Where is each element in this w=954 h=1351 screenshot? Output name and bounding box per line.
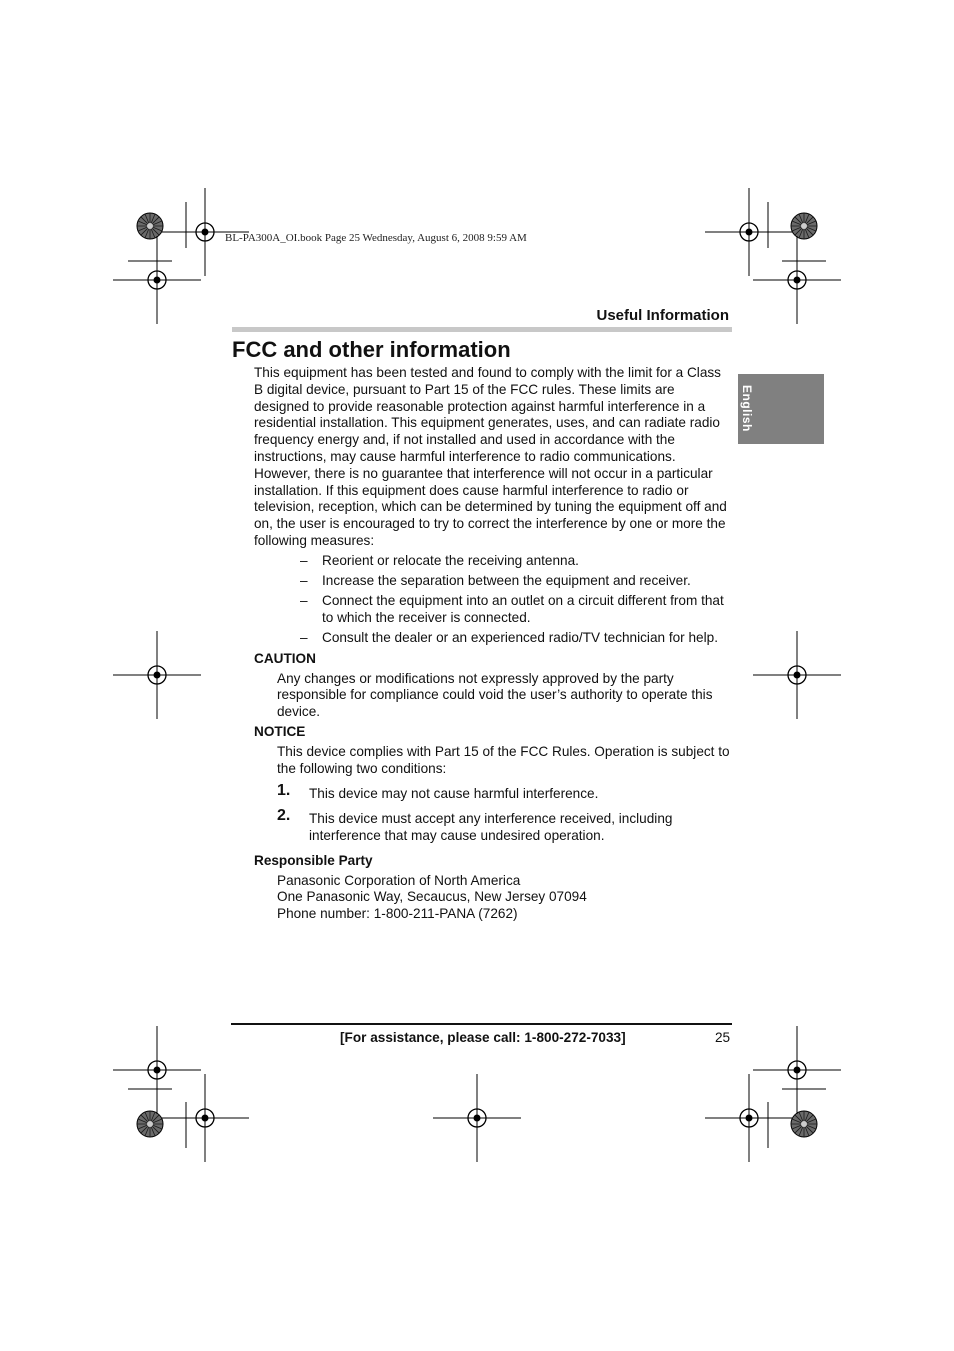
- sunburst-mark-bottom-left: [137, 1111, 163, 1137]
- dash-marker: –: [300, 630, 308, 646]
- registration-mark-bottom-center: [433, 1074, 521, 1162]
- caution-heading: CAUTION: [254, 650, 316, 666]
- notice-text: This device complies with Part 15 of the FCC Rules. Operation is subject to the following two conditions:: [277, 743, 730, 776]
- page-body: [254, 365, 732, 923]
- print-file-header: BL-PA300A_OI.book Page 25 Wednesday, August 6, 2008 9:59 AM: [225, 232, 527, 244]
- condition-number: 1.: [277, 782, 291, 800]
- measures-list: [254, 553, 732, 647]
- registration-mark-mid-left: [113, 631, 201, 719]
- registration-mark-bottom-right-a: [753, 1026, 841, 1114]
- language-tab: [738, 374, 824, 444]
- list-item: [254, 630, 732, 647]
- registration-mark-bottom-left-a: [113, 1026, 201, 1114]
- party-company: Panasonic Corporation of North America: [277, 872, 521, 888]
- party-phone: Phone number: 1-800-211-PANA (7262): [277, 906, 518, 922]
- notice-heading: NOTICE: [254, 723, 306, 739]
- header-divider: [232, 327, 732, 332]
- party-address: One Panasonic Way, Secaucus, New Jersey 07094: [277, 889, 587, 905]
- responsible-party-heading: Responsible Party: [254, 852, 373, 868]
- responsible-party-details: [254, 873, 732, 923]
- assistance-line: [For assistance, please call: 1-800-272-7033]: [340, 1030, 626, 1045]
- sunburst-mark-bottom-right: [791, 1111, 817, 1137]
- intro-paragraph: This equipment has been tested and found to comply with the limit for a Class B digital device, pursuant to Part 15 of the FCC rules. These limits are designed to provide reasonable protection against harmful interference in a residential installation. This equipment generates, uses, and can radiate radio frequency energy and, if not installed and used in accordance with the instructions, may cause harmful interference to radio communications. However, there is no guarantee that interference will not occur in a particular installation. If this equipment does cause harmful interference to radio or television, reception, which can be determined by tuning the equipment off and on, the user is encouraged to try to correct the interference by one or more the following measures:: [254, 365, 727, 548]
- sunburst-mark-top-right: [791, 213, 817, 239]
- section-header: Useful Information: [596, 307, 729, 324]
- list-item: [254, 593, 732, 627]
- list-item: [254, 782, 732, 803]
- measure-text: Connect the equipment into an outlet on a circuit different from that to which the receiver is connected.: [322, 593, 724, 626]
- registration-mark-mid-right: [753, 631, 841, 719]
- page-title: FCC and other information: [232, 337, 511, 362]
- condition-number: 2.: [277, 807, 291, 825]
- dash-marker: –: [300, 573, 308, 589]
- condition-text: This device may not cause harmful interference.: [309, 786, 599, 802]
- list-item: [254, 807, 732, 845]
- page-number: 25: [715, 1030, 731, 1045]
- sunburst-mark-top-left: [137, 213, 163, 239]
- registration-mark-bottom-right-b: [705, 1074, 793, 1162]
- dash-marker: –: [300, 552, 308, 568]
- list-item: [254, 553, 732, 570]
- condition-text: This device must accept any interference received, including interference that may cause undesired operation.: [309, 811, 673, 843]
- measure-text: Reorient or relocate the receiving antenna.: [322, 552, 579, 568]
- caution-text: Any changes or modifications not expressly approved by the party responsible for compliance could void the user’s authority to operate this device.: [277, 670, 713, 720]
- language-tab-label: English: [740, 385, 754, 432]
- measure-text: Consult the dealer or an experienced radio/TV technician for help.: [322, 630, 718, 646]
- list-item: [254, 573, 732, 590]
- conditions-list: [254, 782, 732, 844]
- measure-text: Increase the separation between the equipment and receiver.: [322, 573, 691, 589]
- registration-mark-bottom-left-b: [161, 1074, 249, 1162]
- registration-mark-top-right-b: [753, 236, 841, 324]
- dash-marker: –: [300, 593, 308, 609]
- registration-mark-top-right-a: [705, 188, 793, 276]
- registration-mark-top-left-b: [113, 236, 201, 324]
- footer-divider: [231, 1023, 732, 1025]
